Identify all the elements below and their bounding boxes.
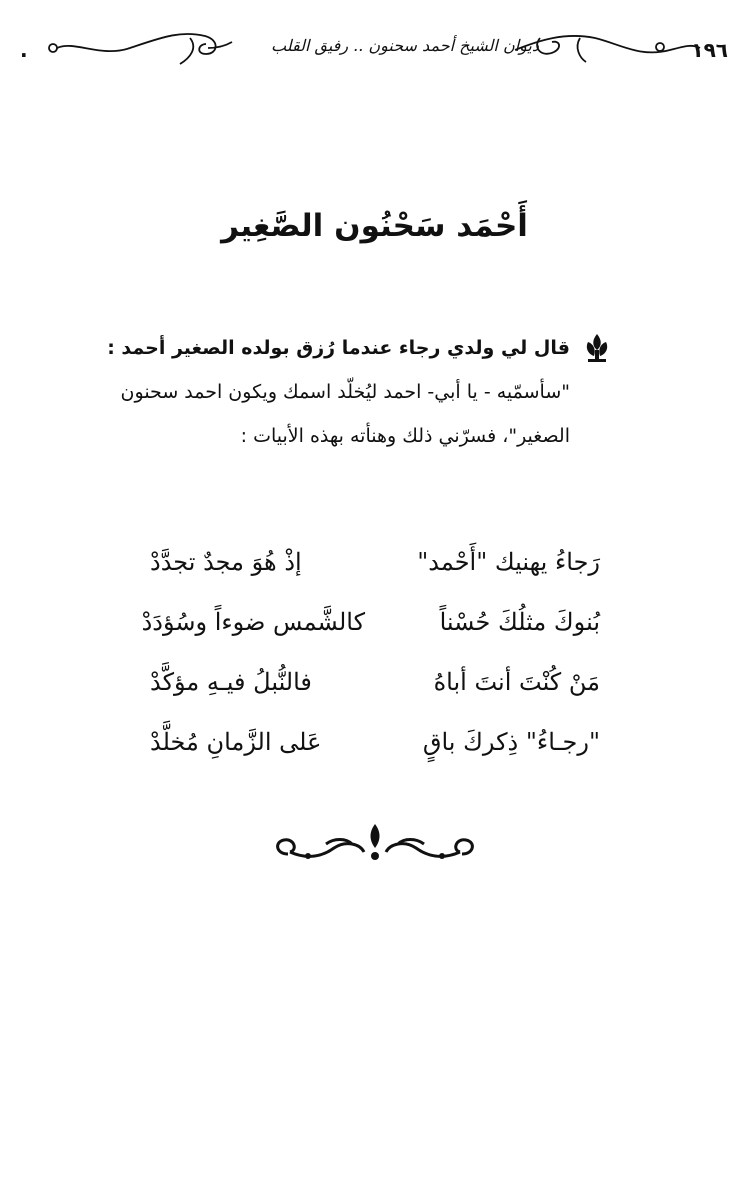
verse-second-hemistich: فالنُّبلُ فيـهِ مؤكَّدْ — [150, 668, 312, 696]
verse-second-hemistich: إذْ هُوَ مجدٌ تجدَّدْ — [150, 548, 302, 576]
intro-paragraph — [30, 326, 570, 458]
page-number: ١٩٦ — [691, 38, 728, 62]
verse-first-hemistich: بُنوكَ مثلُكَ حُسْناً — [439, 608, 600, 636]
running-title: ديوان الشيخ أحمد سحنون .. رفيق القلب — [270, 36, 539, 55]
scroll-flourish-icon — [268, 820, 482, 872]
intro-line: الصغير"، فسرّني ذلك وهنأته بهذه الأبيات : — [240, 425, 570, 447]
verse-first-hemistich: "رجـاءُ" ذِكركَ باقٍ — [422, 728, 600, 756]
poem-verse — [141, 608, 600, 668]
header-end-mark: . — [20, 38, 28, 62]
intro-line: "سأسمّيه - يا أبي- احمد ليُخلّد اسمك ويكون احمد سحنون — [120, 381, 570, 403]
leaf-ornament-icon — [582, 332, 612, 364]
verse-first-hemistich: مَنْ كُنْتَ أنتَ أباهُ — [433, 668, 600, 696]
poem — [141, 548, 600, 788]
verse-second-hemistich: كالشَّمس ضوءاً وسُؤدَدْ — [141, 608, 365, 636]
intro-line: قال لي ولدي رجاء عندما رُزق بولده الصغير أحمد : — [107, 337, 570, 359]
verse-first-hemistich: رَجاءُ يهنيك "أَحْمد" — [417, 548, 600, 576]
poem-verse — [150, 548, 600, 608]
verse-second-hemistich: عَلى الزَّمانِ مُخلَّدْ — [150, 728, 322, 756]
chapter-title: أَحْمَد سَحْنُون الصَّغِير — [221, 208, 528, 244]
poem-verse — [150, 728, 600, 788]
poem-verse — [150, 668, 600, 728]
running-header — [20, 18, 730, 74]
